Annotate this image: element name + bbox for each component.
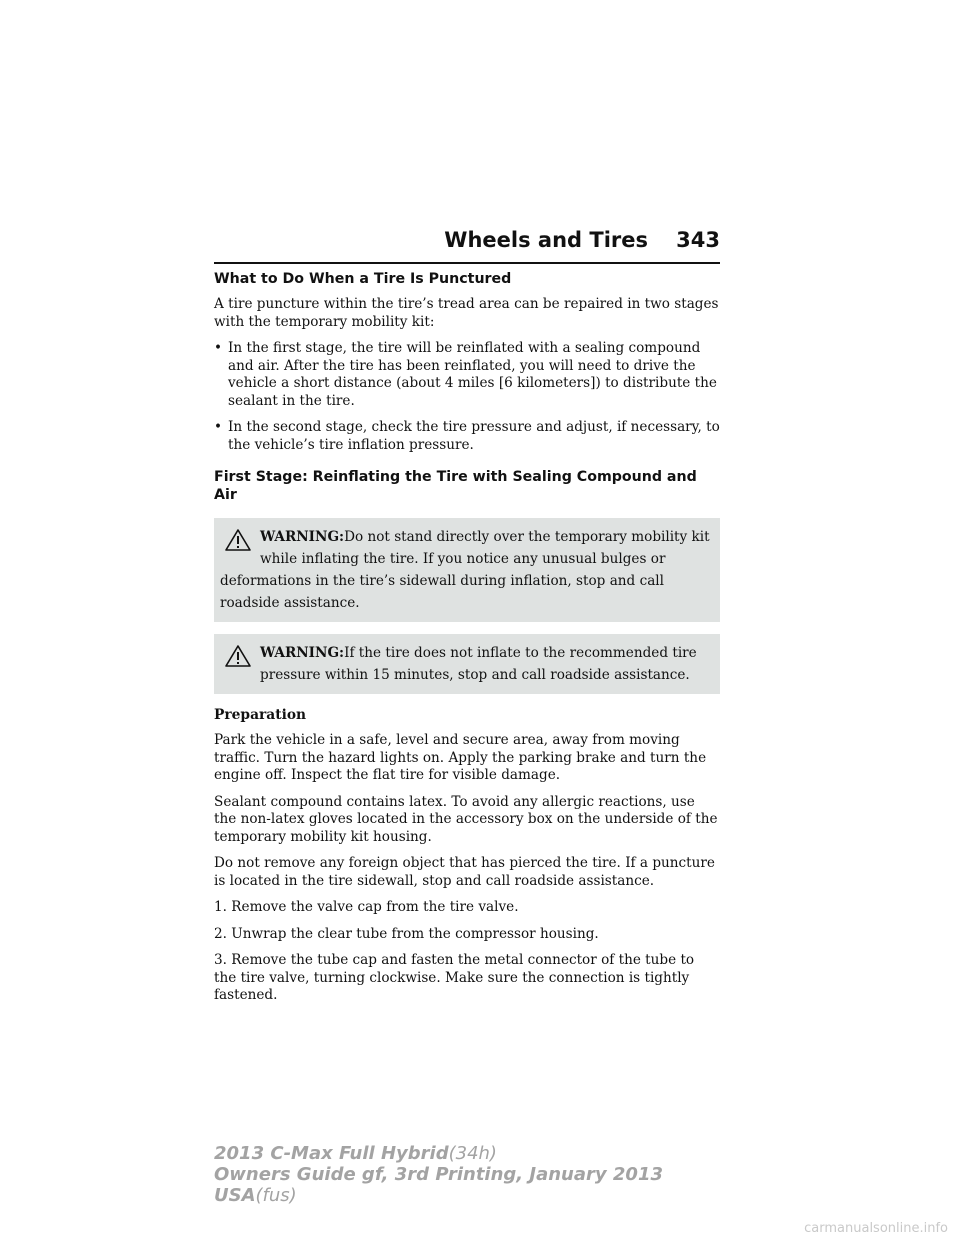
- page-number: 343: [676, 228, 720, 252]
- paragraph: Park the vehicle in a safe, level and secure area, away from moving traffic. Turn the hazard lights on. Apply the parking brake and turn the engine off. Inspect the flat tire for visible damage.: [214, 732, 707, 783]
- warning-text-lead: [220, 526, 710, 570]
- warning-label: WARNING:: [260, 529, 345, 545]
- warning-box: [214, 634, 720, 694]
- bullet-dot-icon: •: [214, 340, 223, 356]
- bullet-item: [214, 340, 720, 410]
- section-heading-puncture: What to Do When a Tire Is Punctured: [214, 271, 512, 287]
- page-footer: [214, 1143, 663, 1206]
- warning-triangle-icon: [224, 644, 252, 668]
- footer-line-1: [214, 1143, 663, 1164]
- bullet-dot-icon: •: [214, 419, 223, 435]
- warning-box: [214, 518, 720, 622]
- paragraph: Do not remove any foreign object that has pierced the tire. If a puncture is located in the tire sidewall, stop and call roadside assistance.: [214, 855, 715, 889]
- chapter-title: Wheels and Tires: [444, 228, 648, 252]
- bullet-item: [214, 419, 720, 454]
- section-heading-first-stage: First Stage: Reinflating the Tire with Sealing Compound and Air: [214, 469, 697, 503]
- page-content: [214, 270, 720, 1014]
- footer-line-3: [214, 1185, 663, 1206]
- warning-text-rest: deformations in the tire’s sidewall during inflation, stop and call roadside assistance.: [220, 573, 664, 611]
- step-1: 1. Remove the valve cap from the tire valve.: [214, 899, 519, 915]
- warning-text-lead: [220, 642, 710, 686]
- warning-text: Do not stand directly over the temporary mobility kit while inflating the tire. If you notice any unusual bulges or: [260, 529, 710, 567]
- footer-model: 2013 C-Max Full Hybrid: [214, 1143, 449, 1164]
- warning-text: If the tire does not inflate to the recommended tire pressure within 15 minutes, stop and call roadside assistance.: [260, 645, 697, 683]
- bullet-text: In the second stage, check the tire pressure and adjust, if necessary, to the vehicle’s tire inflation pressure.: [228, 419, 720, 453]
- warning-label: WARNING:: [260, 645, 345, 661]
- watermark: carmanualsonline.info: [804, 1221, 948, 1236]
- footer-model-code: (34h): [448, 1143, 497, 1164]
- footer-line-2: Owners Guide gf, 3rd Printing, January 2013: [214, 1164, 663, 1185]
- step-2: 2. Unwrap the clear tube from the compressor housing.: [214, 925, 599, 942]
- paragraph: Sealant compound contains latex. To avoid any allergic reactions, use the non-latex gloves located in the accessory box on the underside of the temporary mobility kit housing.: [214, 793, 718, 845]
- page-header: [214, 228, 720, 264]
- puncture-intro: A tire puncture within the tire’s tread area can be repaired in two stages with the temporary mobility kit:: [214, 296, 719, 330]
- footer-market-code: (fus): [255, 1185, 297, 1206]
- warning-triangle-icon: [224, 528, 252, 552]
- preparation-heading: Preparation: [214, 707, 307, 723]
- step-3: 3. Remove the tube cap and fasten the metal connector of the tube to the tire valve, turning clockwise. Make sure the connection is tightly fastened.: [214, 952, 695, 1003]
- bullet-text: In the first stage, the tire will be reinflated with a sealing compound and air. After the tire has been reinflated, you will need to drive the vehicle a short distance (about 4 miles [6 kilometers]) to distribute the sealant in the tire.: [228, 340, 717, 409]
- footer-market: USA: [214, 1185, 256, 1206]
